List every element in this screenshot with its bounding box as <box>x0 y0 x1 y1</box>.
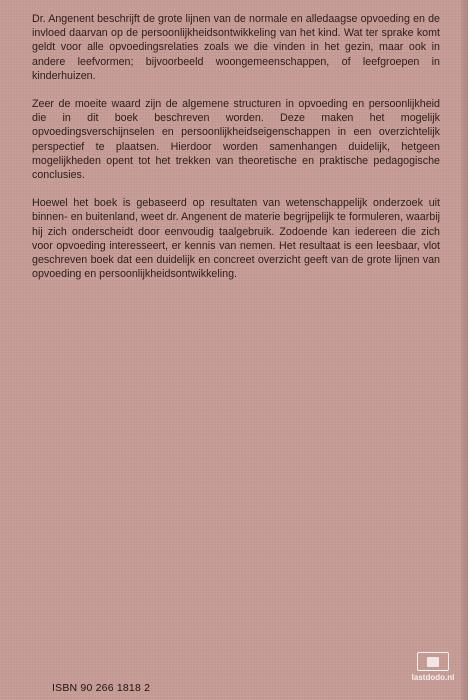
blurb-paragraph-3: Hoewel het boek is gebaseerd op resultaten van wetenschappelijk onderzoek uit binnen- en buitenland, weet dr. Angenent de materie begrijpelijk te formuleren, waarbij hij zich onderscheidt door eenvoudig taalgebruik. Zodoende kan iedereen die zich voor opvoeding interesseert, er kennis van nemen. Het resultaat is een leesbaar, vlot geschreven boek dat een duidelijk en concreet overzicht geeft van de grote lijnen van opvoeding en persoonlijkheidsontwikkeling. <box>32 197 440 281</box>
cover-edge-shadow <box>461 0 468 700</box>
watermark-text: lastdodo.nl <box>411 673 455 682</box>
blurb-paragraph-1: Dr. Angenent beschrijft de grote lijnen van de normale en alledaagse opvoeding en de invloed daarvan op de persoonlijkheidsontwikkeling van het kind. Wat ter sprake komt geldt voor alle opvoedingsrelaties zoals we die vinden in het gezin, maar ook in andere leefvormen; bijvoorbeeld woongemeenschappen, of leefgroepen in kinderhuizen. <box>32 13 440 82</box>
blurb-text <box>32 12 440 295</box>
catalog-logo-icon <box>417 652 449 671</box>
isbn-number: ISBN 90 266 1818 2 <box>52 682 151 694</box>
site-watermark <box>404 652 462 682</box>
blurb-paragraph-2: Zeer de moeite waard zijn de algemene structuren in opvoeding en persoonlijkheid die in dit boek beschreven worden. Deze maken het mogelijk opvoedingsverschijnselen en persoonlijkheidseigenschappen in een overzichtelijk perspectief te plaatsen. Hierdoor worden samenhangen duidelijk, hetgeen mogelijkheden opent tot het trekken van theoretische en praktische pedagogische conclusies. <box>32 98 440 182</box>
